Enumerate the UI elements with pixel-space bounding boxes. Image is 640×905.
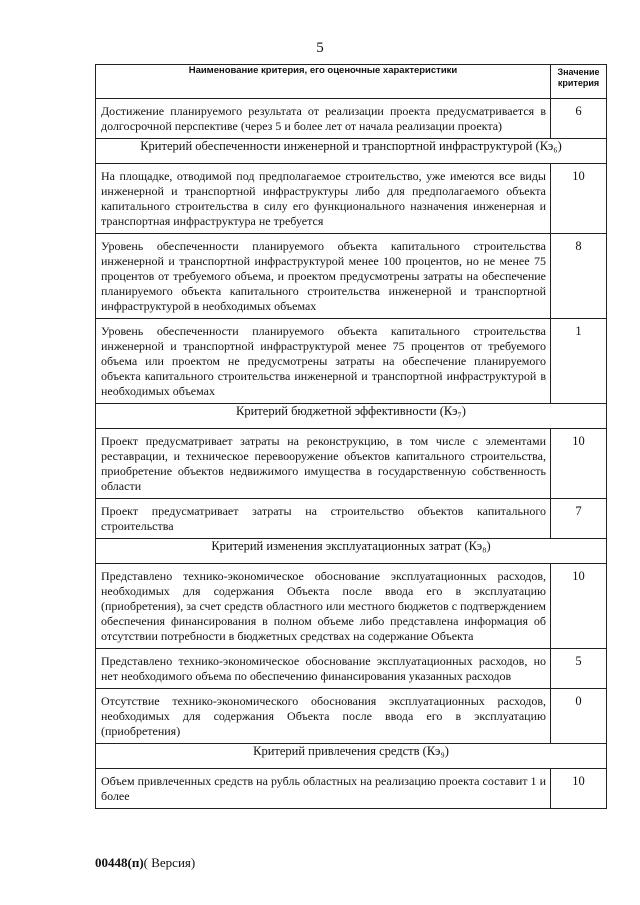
criterion-value: 6: [551, 99, 607, 139]
table-row: [96, 689, 607, 744]
criterion-description: Объем привлеченных средств на рубль областных на реализацию проекта составит 1 и более: [96, 769, 551, 809]
table-row: [96, 99, 607, 139]
section-title: Критерий изменения эксплуатационных затрат (Кэ₈): [96, 539, 607, 564]
table-row: [96, 769, 607, 809]
criterion-description: Представлено технико-экономическое обоснование эксплуатационных расходов, необходимых для содержания Объекта после ввода его в эксплуатацию (приобретения), за счет средств областного или местного бюджетов с подтверждением обеспечения финансирования в полном объеме либо представлена информация об отсутствии потребности в бюджетных средствах на содержание Объекта: [96, 564, 551, 649]
criterion-description: На площадке, отводимой под предполагаемое строительство, уже имеются все виды инженерной и транспортной инфраструктуры либо для предполагаемого объекта капитального строительства в силу его функционального назначения инженерная и транспортная инфраструктура не требуется: [96, 164, 551, 234]
section-row: [96, 139, 607, 164]
criterion-description: Отсутствие технико-экономического обоснования эксплуатационных расходов, необходимых для содержания Объекта после ввода его в эксплуатацию (приобретения): [96, 689, 551, 744]
section-title: Критерий привлечения средств (Кэ₉): [96, 744, 607, 769]
document-code: 00448(п): [95, 855, 144, 870]
table-header-row: [96, 65, 607, 99]
section-title: Критерий обеспеченности инженерной и транспортной инфраструктурой (Кэ₆): [96, 139, 607, 164]
criterion-value: 1: [551, 319, 607, 404]
table-row: [96, 649, 607, 689]
criterion-description: Проект предусматривает затраты на реконструкцию, в том числе с элементами реставрации, и техническое перевооружение объектов капитального строительства, приобретение объектов недвижимого имущества в государственную собственность области: [96, 429, 551, 499]
criterion-description: Достижение планируемого результата от реализации проекта предусматривается в долгосрочной перспективе (через 5 и более лет от начала реализации проекта): [96, 99, 551, 139]
header-criterion-name: Наименование критерия, его оценочные характеристики: [96, 65, 551, 99]
table-row: [96, 164, 607, 234]
section-row: [96, 539, 607, 564]
criterion-value: 0: [551, 689, 607, 744]
section-title: Критерий бюджетной эффективности (Кэ₇): [96, 404, 607, 429]
criterion-value: 5: [551, 649, 607, 689]
page-number: 5: [316, 40, 324, 56]
table-row: [96, 564, 607, 649]
criterion-description: Проект предусматривает затраты на строительство объектов капитального строительства: [96, 499, 551, 539]
criteria-table: [95, 64, 607, 809]
criterion-value: 10: [551, 564, 607, 649]
table-row: [96, 234, 607, 319]
document-version: ( Версия): [143, 855, 196, 870]
criterion-description: Уровень обеспеченности планируемого объекта капитального строительства инженерной и транспортной инфраструктурой менее 100 процентов, но не менее 75 процентов от требуемого объема, и проектом предусмотрены затраты на обеспечение планируемого объекта капитального строительства инженерной и транспортной инфраструктурой в необходимых объемах: [96, 234, 551, 319]
header-criterion-value: Значение критерия: [551, 65, 607, 99]
table-row: [96, 499, 607, 539]
criterion-description: Уровень обеспеченности планируемого объекта капитального строительства инженерной и транспортной инфраструктурой менее 75 процентов от требуемого объема или проектом не предусмотрены затраты на обеспечение планируемого объекта капитального строительства инженерной и транспортной инфраструктурой в необходимых объемах: [96, 319, 551, 404]
document-footer: [95, 855, 195, 871]
criterion-value: 10: [551, 429, 607, 499]
criterion-description: Представлено технико-экономическое обоснование эксплуатационных расходов, но нет необходимого объема по обеспечению финансирования указанных расходов: [96, 649, 551, 689]
section-row: [96, 404, 607, 429]
table-row: [96, 429, 607, 499]
table-row: [96, 319, 607, 404]
criterion-value: 8: [551, 234, 607, 319]
criterion-value: 7: [551, 499, 607, 539]
criterion-value: 10: [551, 164, 607, 234]
criterion-value: 10: [551, 769, 607, 809]
section-row: [96, 744, 607, 769]
